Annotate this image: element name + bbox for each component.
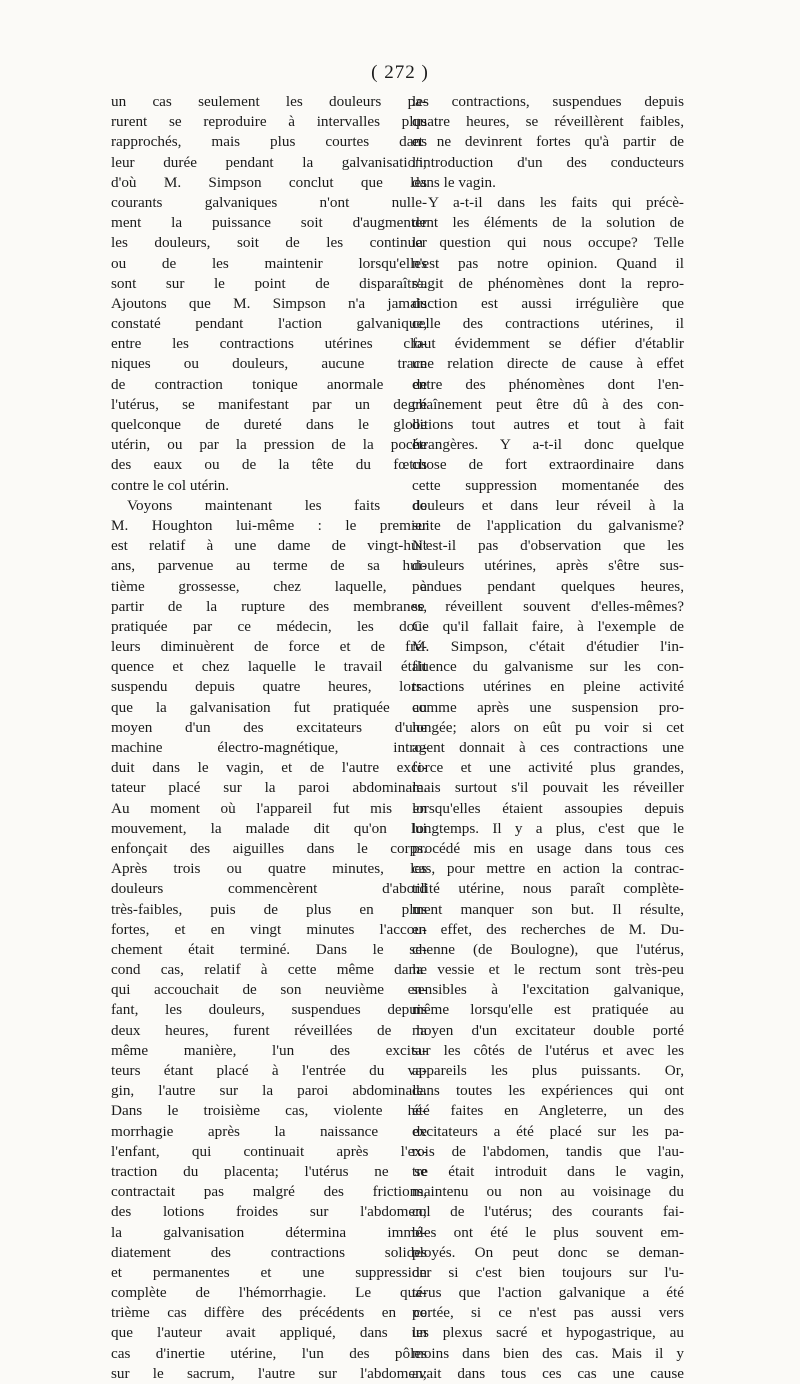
text-line: ployés. On peut donc se deman- (412, 1243, 684, 1261)
text-line: Après trois ou quatre minutes, les (111, 860, 427, 878)
text-line: ditions tout autres et tout à fait (412, 416, 684, 433)
text-line: sont sur le point de disparaître. (111, 274, 427, 292)
text-line: dans le vagin. (412, 173, 496, 191)
text-line: machine électro-magnétique, intro- (111, 739, 427, 756)
text-line: et ne devinrent fortes qu'à partir de (412, 133, 684, 151)
text-line: tre était introduit dans le vagin, (412, 1162, 684, 1180)
text-line: Ce qu'il fallait faire, à l'exemple de (412, 617, 684, 635)
text-line: Ajoutons que M. Simpson n'a jamais (111, 294, 427, 312)
text-line: rurent se reproduire à intervalles plus (111, 113, 427, 131)
text-line: entre des phénomènes dont l'en- (412, 375, 684, 393)
text-line: cette suppression momentanée des (412, 476, 684, 494)
text-line: suspendu depuis quatre heures, lors- (111, 678, 427, 696)
text-line: utérin, ou par la pression de la poche (111, 436, 427, 454)
text-line: morrhagie après la naissance de (111, 1122, 427, 1140)
text-line: moyen d'un excitateur double porté (412, 1021, 684, 1039)
text-line: deux heures, furent réveillées de la (111, 1021, 427, 1039)
text-line: fortes, et en vingt minutes l'accou- (111, 920, 427, 938)
text-line: teurs étant placé à l'entrée du va- (111, 1062, 427, 1079)
text-line: chenne (de Boulogne), que l'utérus, (412, 940, 684, 958)
text-line: celle des contractions utérines, il (412, 315, 684, 333)
text-line: ment la puissance soit d'augmenter (111, 214, 427, 232)
text-line: les contractions, suspendues depuis (412, 93, 684, 110)
text-line: entre les contractions utérines clo- (111, 335, 427, 353)
text-line: contractait pas malgré des frictions, (111, 1183, 427, 1201)
text-line: chose de fort extraordinaire dans (412, 456, 684, 474)
text-line: N'est-il pas d'observation que les (412, 537, 684, 555)
text-line: cond cas, relatif à cette même dame (111, 961, 427, 979)
text-line: les plexus sacré et hypogastrique, au (412, 1324, 684, 1342)
text-line: est relatif à une dame de vingt-huit (111, 537, 427, 555)
text-line: agent donnait à ces contractions une (412, 739, 684, 756)
text-line: Voyons maintenant les faits de (127, 496, 427, 514)
text-line: ou de les maintenir lorsqu'elles (111, 254, 427, 272)
text-line: leurs diminuèrent de force et de fré- (111, 638, 427, 656)
text-line: traction du placenta; l'utérus ne se (111, 1162, 427, 1180)
page-number: ( 272 ) (371, 62, 429, 83)
text-line: diatement des contractions solides (111, 1243, 427, 1261)
text-line: comme après une suspension pro- (412, 698, 684, 716)
text-line: force et une activité plus grandes, (412, 759, 684, 777)
text-line: térus que l'action galvanique a été (412, 1284, 684, 1302)
text-line: très-faibles, puis de plus en plus (111, 900, 427, 918)
text-line: qui accouchait de son neuvième en- (111, 981, 427, 999)
text-line: lorsqu'elles étaient assoupies depuis (412, 799, 684, 817)
text-line: appareils les plus puissants. Or, (412, 1062, 684, 1079)
text-line: dans toutes les expériences qui ont (412, 1082, 684, 1100)
text-line: duction est aussi irrégulière que (412, 294, 684, 312)
text-line: dent les éléments de la solution de (412, 214, 684, 232)
text-line: trième cas diffère des précédents en ce (111, 1304, 427, 1322)
text-line: Au moment où l'appareil fut mis en (111, 799, 427, 817)
text-line: mais surtout s'il pouvait les réveiller (412, 779, 684, 797)
text-line: M. Houghton lui-même : le premier (111, 516, 427, 534)
text-line: l'enfant, qui continuait après l'ex- (111, 1142, 427, 1160)
text-line: pratiquée par ce médecin, les dou- (111, 617, 427, 635)
text-line: maintenu ou non au voisinage du (412, 1183, 684, 1201)
text-line: col de l'utérus; des courants fai- (412, 1203, 684, 1221)
text-line: der si c'est bien toujours sur l'u- (412, 1263, 684, 1281)
text-line: été faites en Angleterre, un des (412, 1102, 684, 1120)
text-line: longée; alors on eût pu voir si cet (412, 718, 684, 736)
text-line: complète de l'hémorrhagie. Le qua- (111, 1284, 427, 1302)
text-line: un cas seulement les douleurs pa- (111, 93, 427, 110)
text-line: sur le sacrum, l'autre sur l'abdomen; (111, 1364, 427, 1382)
text-line: tractions utérines en pleine activité (412, 678, 684, 696)
text-line: même manière, l'un des excita- (111, 1041, 427, 1059)
text-line: procédé mis en usage dans tous ces (412, 839, 684, 857)
text-line: excitateurs a été placé sur les pa- (412, 1122, 684, 1140)
text-line: douleurs et dans leur réveil à la (412, 496, 684, 514)
text-line: Y a-t-il dans les faits qui précè- (428, 193, 684, 211)
text-line: suite de l'application du galvanisme? (412, 516, 684, 534)
text-line: que l'auteur avait appliqué, dans un (111, 1324, 427, 1342)
text-line: et permanentes et une suppression (111, 1263, 427, 1281)
text-line: pendues pendant quelques heures, (412, 577, 684, 595)
text-line: fluence du galvanisme sur les con- (412, 658, 684, 676)
text-line: que la galvanisation fut pratiquée au (111, 698, 427, 716)
text-line: moins dans bien des cas. Mais il y (412, 1344, 684, 1362)
text-line: leur durée pendant la galvanisation; (111, 153, 427, 171)
text-line: enfonçait des aiguilles dans le corps. (111, 839, 427, 857)
text-line: chement était terminé. Dans le se- (111, 940, 427, 958)
text-line: une relation directe de cause à effet (412, 355, 684, 373)
text-line: la vessie et le rectum sont très-peu (412, 961, 684, 979)
text-line: cas, pour mettre en action la contrac- (412, 860, 684, 878)
text-line: quatre heures, se réveillèrent faibles, (412, 113, 684, 131)
text-line: gin, l'autre sur la paroi abdominale. (111, 1082, 427, 1100)
text-line: longtemps. Il y a plus, c'est que le (412, 819, 684, 837)
text-line: douleurs commencèrent d'abord (111, 880, 427, 898)
text-line: l'utérus, se manifestant par un degré (111, 395, 427, 413)
text-line: rapprochés, mais plus courtes dans (111, 133, 427, 151)
text-line: sensibles à l'excitation galvanique, (412, 981, 684, 999)
text-line: portée, si ce n'est pas aussi vers (412, 1304, 684, 1322)
text-line: fant, les douleurs, suspendues depuis (111, 1001, 427, 1019)
text-line: se réveillent souvent d'elles-mêmes? (412, 597, 684, 615)
text-line: avait dans tous ces cas une cause (412, 1364, 684, 1382)
text-line: M. Simpson, c'était d'étudier l'in- (412, 638, 684, 656)
text-line: de contraction tonique anormale de (111, 375, 427, 393)
text-line: chaînement peut être dû à des con- (412, 395, 684, 413)
text-line: des eaux ou de la tête du fœtus (111, 456, 427, 474)
text-line: quence et chez laquelle le travail était (111, 658, 427, 676)
text-line: partir de la rupture des membranes, (111, 597, 427, 615)
text-line: même lorsqu'elle est pratiquée au (412, 1001, 684, 1019)
text-line: en effet, des recherches de M. Du- (412, 920, 684, 938)
text-line: moyen d'un des excitateurs d'une (111, 718, 427, 736)
left-column (111, 92, 427, 1384)
text-line: niques ou douleurs, aucune trace (111, 355, 427, 373)
text-line: duit dans le vagin, et de l'autre exci- (111, 759, 427, 777)
text-line: bles ont été le plus souvent em- (412, 1223, 684, 1241)
text-line: quelconque de dureté dans le globe (111, 416, 427, 433)
text-line: tième grossesse, chez laquelle, à (111, 577, 427, 595)
text-line: Dans le troisième cas, violente hé- (111, 1102, 427, 1120)
text-line: les douleurs, soit de les continuer (111, 234, 427, 252)
text-line: contre le col utérin. (111, 476, 230, 494)
text-line: l'introduction d'un des conducteurs (412, 153, 684, 171)
text-line: douleurs utérines, après s'être sus- (412, 557, 684, 575)
text-line: cas d'inertie utérine, l'un des pôles (111, 1344, 427, 1362)
text-line: tilité utérine, nous paraît complète- (412, 880, 684, 898)
text-line: d'où M. Simpson conclut que les (111, 173, 427, 191)
text-line: ment manquer son but. Il résulte, (412, 900, 684, 918)
text-line: constaté pendant l'action galvanique, (111, 315, 427, 333)
text-line: des lotions froides sur l'abdomen; (111, 1203, 427, 1221)
text-line: faut évidemment se défier d'établir (412, 335, 684, 353)
text-line: courants galvaniques n'ont nulle- (111, 193, 427, 211)
text-line: ans, parvenue au terme de sa hui- (111, 557, 427, 575)
text-line: tateur placé sur la paroi abdominale. (111, 779, 427, 797)
right-column (412, 92, 684, 1384)
text-line: s'agit de phénomènes dont la repro- (412, 274, 684, 292)
text-line: n'est pas notre opinion. Quand il (412, 254, 684, 272)
text-line: rois de l'abdomen, tandis que l'au- (412, 1142, 684, 1160)
text-line: sur les côtés de l'utérus et avec les (412, 1041, 684, 1059)
text-line: mouvement, la malade dit qu'on lui (111, 819, 427, 837)
text-line: la question qui nous occupe? Telle (412, 234, 684, 252)
text-line: la galvanisation détermina immé- (111, 1223, 427, 1241)
text-line: étrangères. Y a-t-il donc quelque (412, 436, 684, 454)
